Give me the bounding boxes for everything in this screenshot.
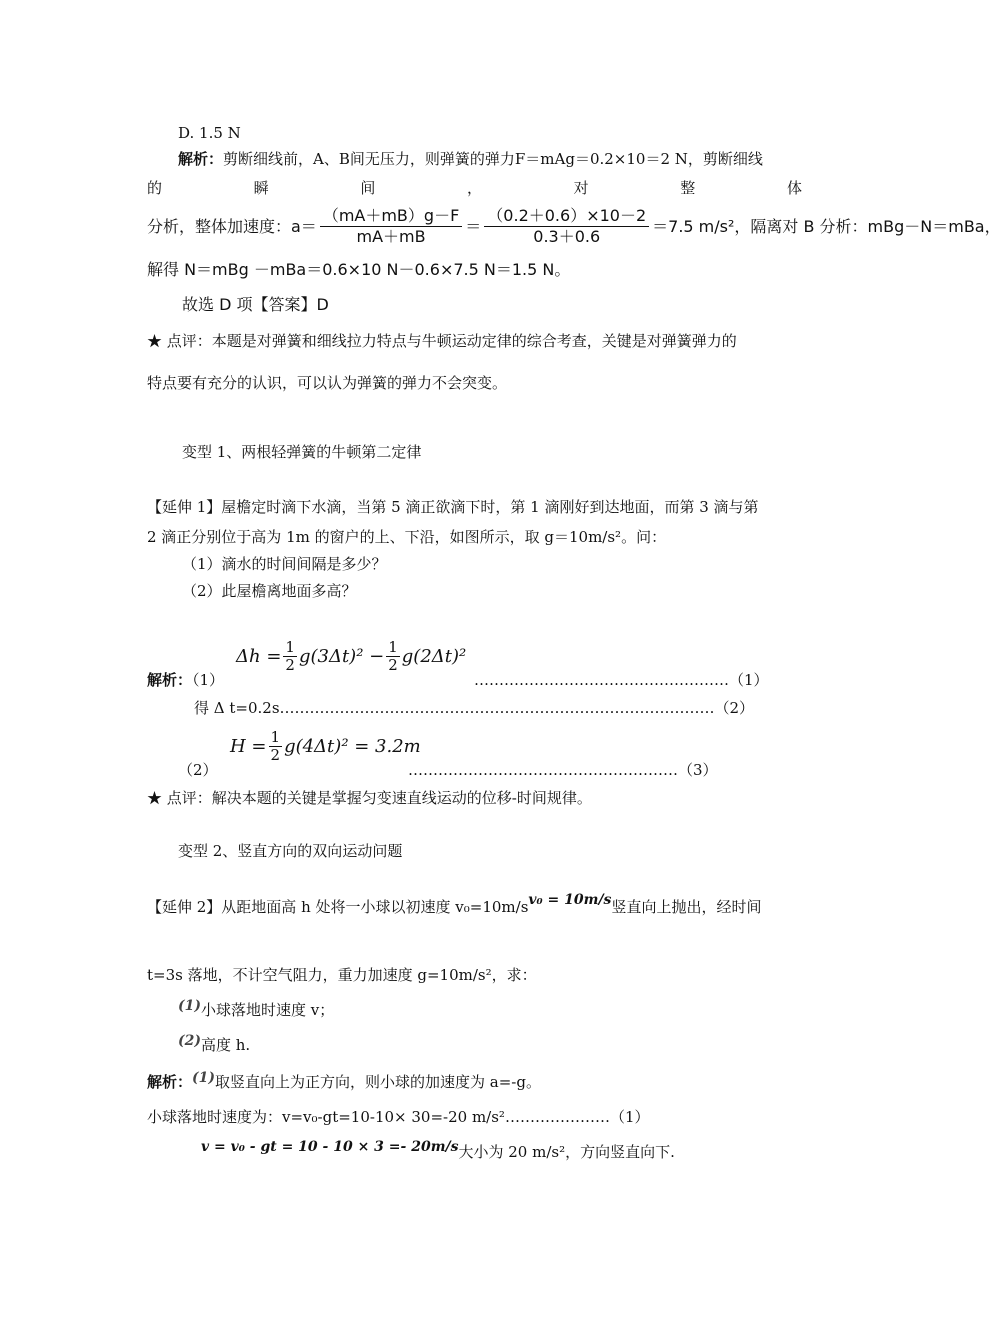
comment-1-line-2: 特点要有充分的认识，可以认为弹簧的弹力不会突变。: [147, 374, 508, 392]
extension-2-line-1: [147, 892, 762, 916]
equation-delta-h: [236, 640, 466, 673]
eq-term: g(3Δt)² −: [298, 645, 385, 667]
analysis-3-text: 取竖直向上为正方向，则小球的加速度为 a=-g。: [215, 1073, 541, 1091]
half-fraction: [386, 640, 400, 673]
fraction-denominator: mA＋mB: [356, 227, 426, 246]
extension-1-question-1: （1）滴水的时间间隔是多少？: [182, 555, 387, 573]
analysis-label: 解析：: [147, 671, 193, 689]
half-fraction: [283, 640, 297, 673]
fraction-numerator: （0.2＋0.6）×10－2: [484, 208, 649, 227]
extension-1-line-2: 2 滴正分别位于高为 1m 的窗户的上、下沿，如图所示，取 g＝10m/s²。问：: [147, 528, 667, 546]
analysis-2-label-line: [147, 673, 224, 688]
fraction-numerator: 1: [270, 728, 281, 746]
spread-char: ，: [466, 179, 482, 197]
question-text: 高度 h.: [201, 1036, 251, 1054]
eq-lhs: H =: [230, 735, 267, 757]
spread-char: 对: [573, 179, 589, 197]
variant-1-heading: 变型 1、两根轻弹簧的牛顿第二定律: [182, 443, 422, 461]
fraction-numerator: 1: [285, 638, 295, 656]
question-number: (2): [178, 1033, 201, 1049]
spread-char: 瞬: [253, 179, 269, 197]
equation-height: [230, 730, 421, 763]
option-d: D. 1.5 N: [178, 124, 241, 142]
fraction-numerator: （mA＋mB）g－F: [320, 208, 462, 227]
velocity-equation: v = v₀ - gt = 10 - 10 × 3 =- 20m/s: [201, 1139, 459, 1155]
analysis-1-answer: 故选 D 项【答案】D: [182, 295, 329, 314]
fraction-denominator: 0.3＋0.6: [533, 227, 601, 246]
extension-1-line-1: 【延伸 1】屋檐定时滴下水滴，当第 5 滴正欲滴下时，第 1 滴刚好到达地面，而第 3 滴与第: [147, 498, 759, 516]
fraction-numerator: 1: [388, 638, 398, 656]
result-delta-t: 得 Δ t=0.2s……………………………………………………………………………（2）: [194, 699, 755, 717]
fraction-denominator: 2: [285, 656, 295, 674]
variant-2-heading: 变型 2、竖直方向的双向运动问题: [178, 842, 403, 860]
fraction-denominator: 2: [388, 656, 398, 674]
extension-2-question-2: [178, 1033, 251, 1054]
extension-2-text-a: 【延伸 2】从距地面高 h 处将一小球以初速度 v₀=10m/s: [147, 898, 529, 916]
step-number: （1）: [192, 671, 225, 689]
analysis-1-solve: 解得 N＝mBg －mBa＝0.6×10 N－0.6×7.5 N＝1.5 N。: [147, 260, 571, 279]
spread-char: 的: [147, 179, 163, 197]
analysis-1-text: 剪断细线前，A、B间无压力，则弹簧的弹力F＝mAg＝0.2×10＝2 N，剪断细线: [223, 150, 763, 168]
formula-prefix: 分析，整体加速度：a＝: [147, 216, 317, 236]
analysis-label: 解析：: [147, 1073, 193, 1091]
extension-2-text-b: 竖直向上抛出，经时间: [611, 898, 762, 916]
fraction-numeric: [484, 208, 649, 245]
extension-1-question-2: （2）此屋檐离地面多高？: [182, 582, 357, 600]
step-number: (1): [192, 1070, 216, 1086]
eq-lhs: Δh =: [236, 645, 282, 667]
extension-2-line-2: t=3s 落地，不计空气阻力，重力加速度 g=10m/s²，求：: [147, 966, 537, 984]
half-fraction: [269, 730, 283, 763]
comment-2: ★ 点评：解决本题的关键是掌握匀变速直线运动的位移-时间规律。: [147, 789, 592, 807]
step-number-2: （2）: [178, 761, 218, 779]
question-text: 小球落地时速度 v；: [201, 1001, 335, 1019]
analysis-1-formula-line: 分析，整体加速度：a＝ $\frac{(mA+mB)g-F}{mA+mB}$ ＝ $\frac{(0.2+0.6)\times 10-2}{0.3+0.6}$ ＝7.5 m/s²，隔离对 B 分析：mBg－N＝mBa，: [147, 206, 1001, 246]
comment-1-line-1: ★ 点评：本题是对弹簧和细线拉力特点与牛顿运动定律的综合考查，关键是对弹簧弹力的: [147, 332, 737, 350]
eq-term: g(2Δt)²: [401, 645, 467, 667]
dots-leader-3: ………………………………………………（3）: [408, 761, 718, 779]
initial-velocity-formula: v₀ = 10m/s: [528, 892, 612, 908]
analysis-3-equation-line: [201, 1139, 675, 1161]
eq-rhs: g(4Δt)² = 3.2m: [284, 735, 421, 757]
extension-2-question-1: [178, 998, 335, 1019]
analysis-3-first-line: [147, 1070, 541, 1091]
spread-char: 整: [680, 179, 696, 197]
analysis-3-line-2: 小球落地时速度为：v=v₀-gt=10-10× 30=-20 m/s²…………………（1）: [147, 1108, 650, 1126]
analysis-1-first-line: [178, 152, 763, 167]
formula-suffix: ＝7.5 m/s²，隔离对 B 分析：mBg－N＝mBa，: [652, 216, 1001, 236]
analysis-1-spread-line: [147, 181, 802, 196]
question-number: (1): [178, 998, 201, 1014]
analysis-label: 解析：: [178, 150, 224, 168]
dots-leader-1: ……………………………………………（1）: [474, 671, 769, 689]
fraction-general: [320, 208, 462, 245]
spread-char: 间: [360, 179, 376, 197]
spread-char: 体: [786, 179, 802, 197]
equation-tail: 大小为 20 m/s²，方向竖直向下.: [458, 1143, 675, 1161]
fraction-denominator: 2: [270, 746, 281, 764]
